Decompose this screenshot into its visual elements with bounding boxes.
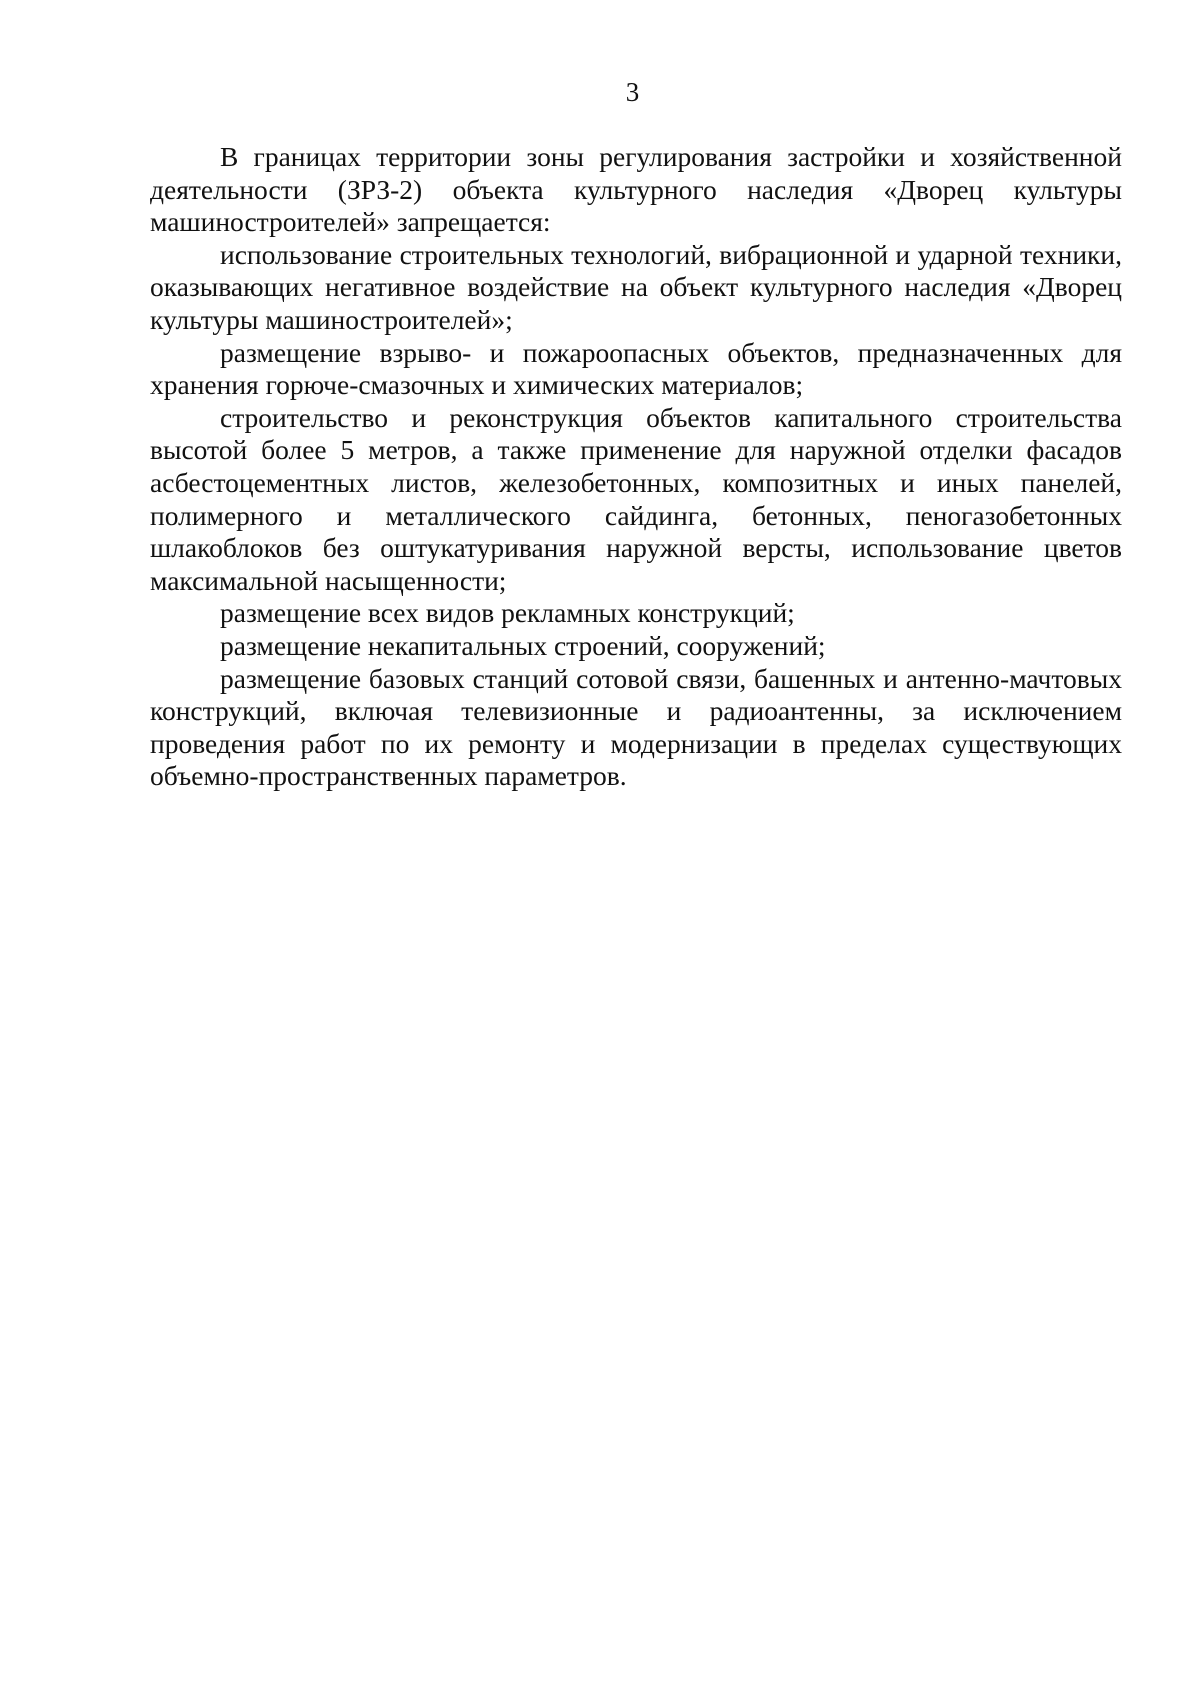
document-body: [150, 141, 1122, 793]
paragraph-cell-stations: размещение базовых станций сотовой связи, башенных и антенно-мачтовых конструкций, включая телевизионные и радиоантенны, за исключением проведения работ по их ремонту и модернизации в пределах существующих объемно-пространственных параметров.: [150, 662, 1122, 792]
paragraph-advertising: размещение всех видов рекламных конструкций;: [220, 597, 795, 629]
paragraph-construction-technologies: использование строительных технологий, вибрационной и ударной техники, оказывающих негативное воздействие на объект культурного наследия «Дворец культуры машиностроителей»;: [150, 238, 1122, 335]
page-number: 3: [625, 77, 640, 107]
paragraph-construction-height: строительство и реконструкция объектов капитального строительства высотой более 5 метров, а также применение для наружной отделки фасадов асбестоцементных листов, железобетонных, композитных и иных панелей, полимерного и металлического сайдинга, бетонных, пеногазобетонных шлакоблоков без оштукатуривания наружной версты, использование цветов максимальной насыщенности;: [150, 401, 1122, 596]
paragraph-non-capital-structures: размещение некапитальных строений, сооружений;: [220, 629, 826, 661]
paragraph-hazardous-objects: размещение взрыво- и пожароопасных объектов, предназначенных для хранения горюче-смазочных и химических материалов;: [150, 336, 1122, 401]
paragraph-intro: В границах территории зоны регулирования застройки и хозяйственной деятельности (ЗРЗ-2) объекта культурного наследия «Дворец культуры машиностроителей» запрещается:: [150, 141, 1122, 238]
